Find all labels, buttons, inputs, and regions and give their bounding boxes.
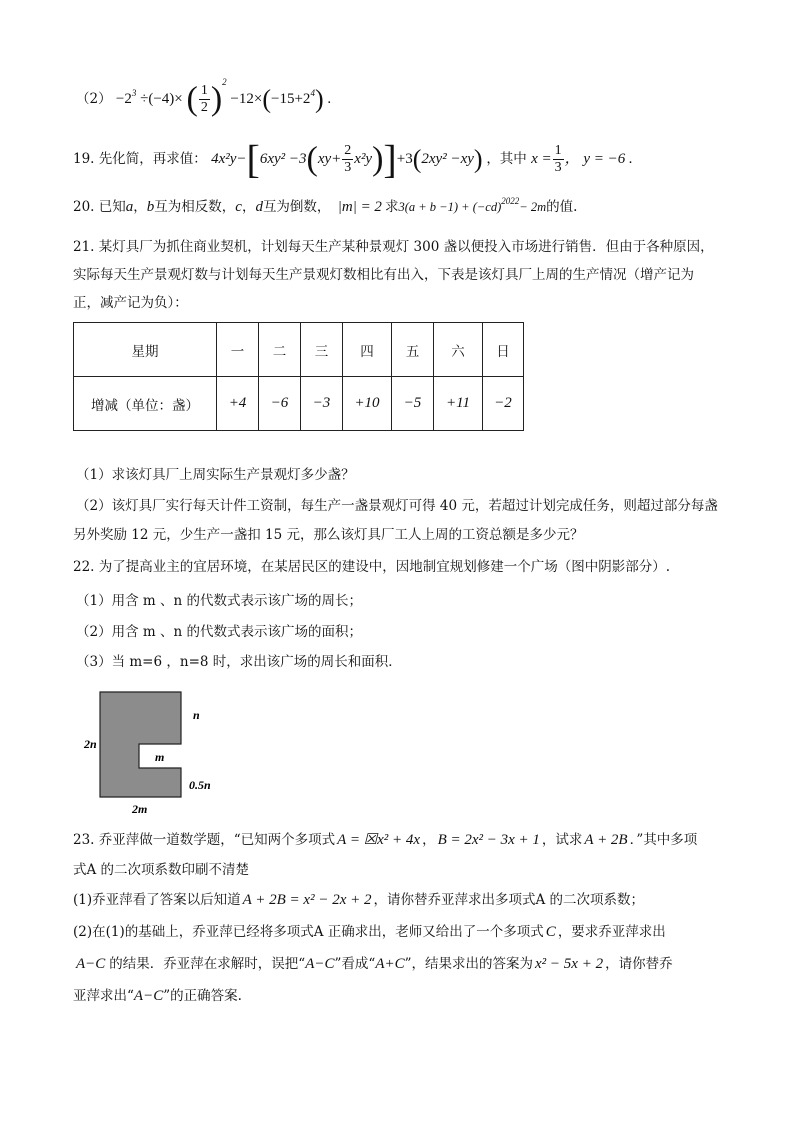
q21-line-1: 21. 某灯具厂为抓住商业契机，计划每天生产某种景观灯 300 盏以便投入市场进行销售．但由于各种原因， (73, 239, 714, 255)
q18-part2-label: （2） (76, 91, 112, 107)
q23-part-1: (1)乔亚萍看了答案以后知道 A + 2B = x² − 2x + 2 ，请你替乔亚萍求出多项式A 的二次项系数； (73, 892, 645, 908)
q21-part-2-line-1: （2）该灯具厂实行每天计件工资制，每生产一盏景观灯可得 40 元，若超过计划完成任务，则超过部分每盏 (76, 498, 718, 514)
table-header-label: 星期 (74, 323, 217, 377)
q20-expression: $3(a + b -1) + (-cd)^{2022}- 2m$ (398, 196, 547, 214)
q19: 19. 先化简，再求值： 4x²y−[6xy² −3(xy+ $\frac{2}{3}$ x²y)]+3(2xy² −xy) ，其中 x = $\frac{1}{3}$ ， y = −6 . (73, 136, 633, 182)
table-day: 五 (392, 323, 434, 377)
q21-line-3: 正，减产记为负）： (73, 295, 188, 311)
production-table (73, 322, 524, 431)
table-day: 一 (217, 323, 259, 377)
q20: 20. 已知a，b互为相反数，c，d互为倒数， |m| = 2 求$3(a + b -1) + (-cd)^{2022}- 2m$的值. (73, 196, 578, 215)
q23-part-2-line-2: A−C 的结果．乔亚萍在求解时，误把“A−C”看成“A+C”，结果求出的答案为 x² − 5x + 2 ，请你替乔 (76, 956, 673, 972)
q22-part-1: （1）用含 m 、n 的代数式表示该广场的周长； (76, 593, 362, 609)
table-row (74, 323, 524, 377)
table-day: 六 (434, 323, 483, 377)
q23-line-1: 23. 乔亚萍做一道数学题，“已知两个多项式 A = ☒x² + 4x ， B = 2x² − 3x + 1 ，试求 A + 2B ．”其中多项 (73, 832, 698, 848)
q23-line-2: 式A 的二次项系数印刷不清楚 (73, 862, 250, 878)
q21-line-2: 实际每天生产景观灯数与计划每天生产景观灯数相比有出入，下表是该灯具厂上周的生产情况（增产记为 (73, 267, 694, 283)
fraction-half: $\frac{1}{2}$ (200, 83, 208, 116)
q21-part-1: （1）求该灯具厂上周实际生产景观灯多少盏？ (76, 467, 355, 483)
plaza-shaded-shape (100, 692, 181, 797)
table-value: −2 (483, 377, 524, 431)
table-row-label: 增减（单位：盏） (74, 377, 217, 431)
q20-abs-condition: |m| = 2 (337, 199, 382, 215)
table-day: 四 (343, 323, 392, 377)
q18-part2-expression: $-2^3 \div(-4)\times$ ( $\frac{1}{2}$ )$^2 -12\times(-15+2^4)$ . (115, 77, 332, 118)
q18-part2 (76, 77, 332, 118)
label-top-right: n (193, 708, 200, 722)
q19-label: 19. 先化简，再求值： (73, 150, 207, 167)
table-value: −6 (259, 377, 301, 431)
q21-part-2-line-2: 另外奖励 12 元，少生产一盏扣 15 元，那么该灯具厂工人上周的工资总额是多少元？ (73, 527, 584, 543)
label-bottom: 2m (132, 802, 148, 816)
q19-values: x = $\frac{1}{3}$ ， y = −6 . (531, 143, 633, 175)
table-value: +10 (343, 377, 392, 431)
table-row (74, 377, 524, 431)
q22-part-3: （3）当 m=6 ，n=8 时，求出该广场的周长和面积． (76, 654, 402, 670)
q19-expression: 4x²y−[6xy² −3(xy+ $\frac{2}{3}$ x²y)]+3(2xy² −xy) (211, 136, 483, 182)
table-day: 二 (259, 323, 301, 377)
table-day: 三 (301, 323, 343, 377)
table-value: +4 (217, 377, 259, 431)
table-value: −5 (392, 377, 434, 431)
q22-line-1: 22. 为了提高业主的宜居环境，在某居民区的建设中，因地制宜规划修建一个广场（图中阴影部分）. (73, 559, 671, 575)
q23-part-2-line-3: 亚萍求出“A−C”的正确答案. (73, 988, 242, 1004)
q22-part-2: （2）用含 m 、n 的代数式表示该广场的面积； (76, 624, 362, 640)
table-value: −3 (301, 377, 343, 431)
q23-part-2-line-1: (2)在(1)的基础上，乔亚萍已经将多项式A 正确求出，老师又给出了一个多项式 C ，要求乔亚萍求出 (73, 924, 666, 940)
label-bottom-right: 0.5n (189, 778, 211, 792)
plaza-figure (80, 688, 230, 818)
label-left: 2n (84, 737, 97, 751)
table-value: +11 (434, 377, 483, 431)
label-notch: m (155, 750, 165, 764)
table-day: 日 (483, 323, 524, 377)
